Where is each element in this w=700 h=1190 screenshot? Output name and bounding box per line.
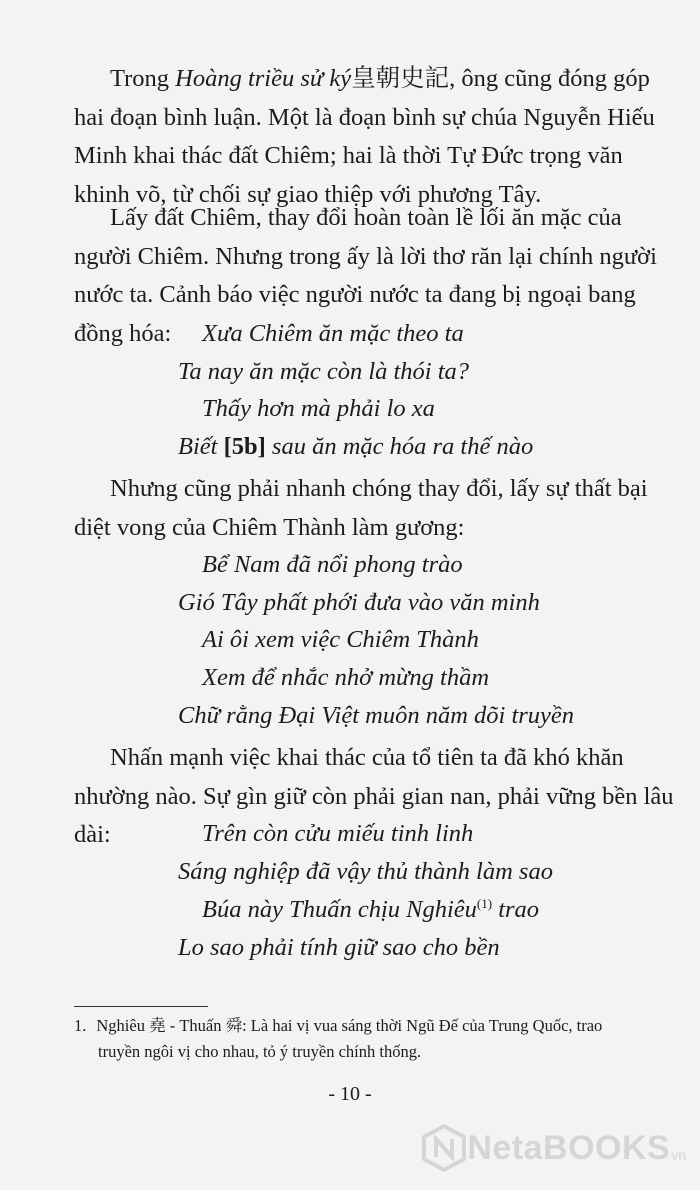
verse-2-line-4: Xem để nhắc nhở mừng thầm	[202, 664, 490, 691]
book-title: Hoàng triều sử ký	[175, 65, 352, 92]
verse-2-line-2: Gió Tây phất phới đưa vào văn minh	[178, 589, 540, 616]
verse-2-line-3: Ai ôi xem việc Chiêm Thành	[202, 626, 479, 653]
watermark-domain: vn	[671, 1147, 686, 1163]
verse-1-line-3-text: Thấy hơn mà phải lo xa	[202, 395, 435, 422]
verse-1-line-1: Xưa Chiêm ăn mặc theo ta	[202, 320, 464, 347]
page-marker: [5b]	[223, 433, 266, 460]
verse-1-line-4	[178, 428, 533, 467]
book-title-han: 皇朝史記	[351, 65, 450, 92]
paragraph-4: Nhấn mạnh việc khai thác của tổ tiên ta đã khó khăn nhường nào. Sự gìn giữ còn phải gian nan, phải vững bền lâu dài:	[74, 744, 674, 848]
verse-1-line-4-end: sau ăn mặc hóa ra thế nào	[265, 433, 534, 460]
paragraph-3: Nhưng cũng phải nhanh chóng thay đổi, lấy sự thất bại diệt vong của Chiêm Thành làm gương:	[74, 475, 648, 541]
verse-3-line-3	[202, 891, 539, 930]
verse-1-line-4-start: Biết	[178, 433, 224, 460]
verse-3-line-4: Lo sao phải tính giữ sao cho bền	[178, 934, 500, 961]
verse-2-line-5: Chữ rằng Đại Việt muôn năm dõi truyền	[178, 702, 575, 729]
watermark-brand: NetaBOOKS	[467, 1128, 671, 1167]
verse-1-line-2: Ta nay ăn mặc còn là thói ta?	[178, 358, 470, 385]
paragraph-1-lead: Trong	[110, 65, 176, 92]
footnote-number: 1.	[74, 1016, 87, 1035]
verse-3-line-3-start: Búa này Thuấn chịu Nghiêu	[202, 896, 477, 923]
footnote-line-2: truyền ngôi vị cho nhau, tỏ ý truyền chính thống.	[98, 1042, 422, 1061]
paragraph-2: Lấy đất Chiêm, thay đổi hoàn toàn lề lối ăn mặc của người Chiêm. Nhưng trong ấy là lời thơ răn lại chính người nước ta. Cảnh báo việc người nước ta đang bị ngoại bang đồng hóa:	[74, 204, 657, 347]
footnote-divider	[74, 1006, 208, 1007]
netabooks-watermark	[421, 1124, 686, 1172]
verse-2-line-1: Bể Nam đã nổi phong trào	[202, 551, 463, 578]
footnote	[74, 1013, 684, 1065]
verse-3-line-1: Trên còn cửu miếu tinh linh	[202, 820, 474, 847]
footnote-line-1: Nghiêu 堯 - Thuấn 舜: Là hai vị vua sáng thời Ngũ Đế của Trung Quốc, trao	[96, 1016, 603, 1035]
verse-3-line-2: Sáng nghiệp đã vậy thủ thành làm sao	[178, 858, 553, 885]
page-number: - 10 -	[328, 1083, 372, 1105]
paragraph-1-rest: , ông cũng đóng góp hai đoạn bình luận. Một là đoạn bình sự chúa Nguyễn Hiếu Minh khai thác đất Chiêm; hai là thời Tự Đức trọng văn khinh võ, từ chối sự giao thiệp với phương Tây.	[74, 65, 655, 208]
verse-3-line-3-end: trao	[492, 896, 540, 923]
verse-1-line-3	[202, 390, 435, 429]
netabooks-logo-icon	[421, 1124, 467, 1172]
footnote-ref: (1)	[476, 896, 493, 911]
paragraph-1	[74, 60, 684, 214]
